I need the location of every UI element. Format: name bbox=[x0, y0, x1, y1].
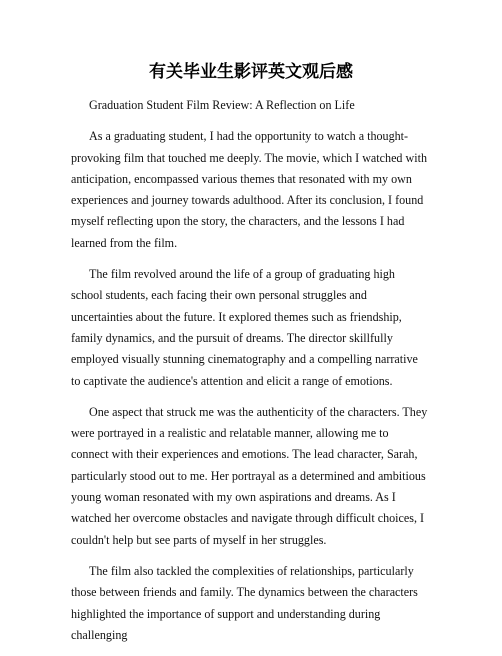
paragraph-4: The film also tackled the complexities of relationships, particularly those between friends and family. The dynamics between the characters highlighted the importance of support and understanding during challenging bbox=[71, 563, 418, 642]
document-subtitle: Graduation Student Film Review: A Reflection on Life bbox=[89, 98, 355, 112]
document-title: 有关毕业生影评英文观后感 bbox=[149, 62, 353, 82]
paragraph-3: One aspect that struck me was the authenticity of the characters. They were portrayed in a realistic and relatable manner, allowing me to connect with their experiences and emotions. The lead character, Sarah, particularly stood out to me. Her portrayal as a determined and ambitious young woman resonated with my own aspirations and dreams. As I watched her overcome obstacles and navigate through difficult choices, I couldn't help but see parts of myself in her struggles. bbox=[71, 404, 428, 547]
paragraph-1: As a graduating student, I had the opportunity to watch a thought-provoking film that touched me deeply. The movie, which I watched with anticipation, encompassed various themes that resonated with my own experiences and journey towards adulthood. After its conclusion, I found myself reflecting upon the story, the characters, and the lessons I had learned from the film. bbox=[71, 129, 428, 250]
paragraph-2: The film revolved around the life of a group of graduating high school students, each facing their own personal struggles and uncertainties about the future. It explored themes such as friendship, family dynamics, and the pursuit of dreams. The director skillfully employed visually stunning cinematography and a compelling narrative to captivate the audience's attention and elicit a range of emotions. bbox=[71, 267, 418, 388]
document-body bbox=[71, 95, 429, 656]
